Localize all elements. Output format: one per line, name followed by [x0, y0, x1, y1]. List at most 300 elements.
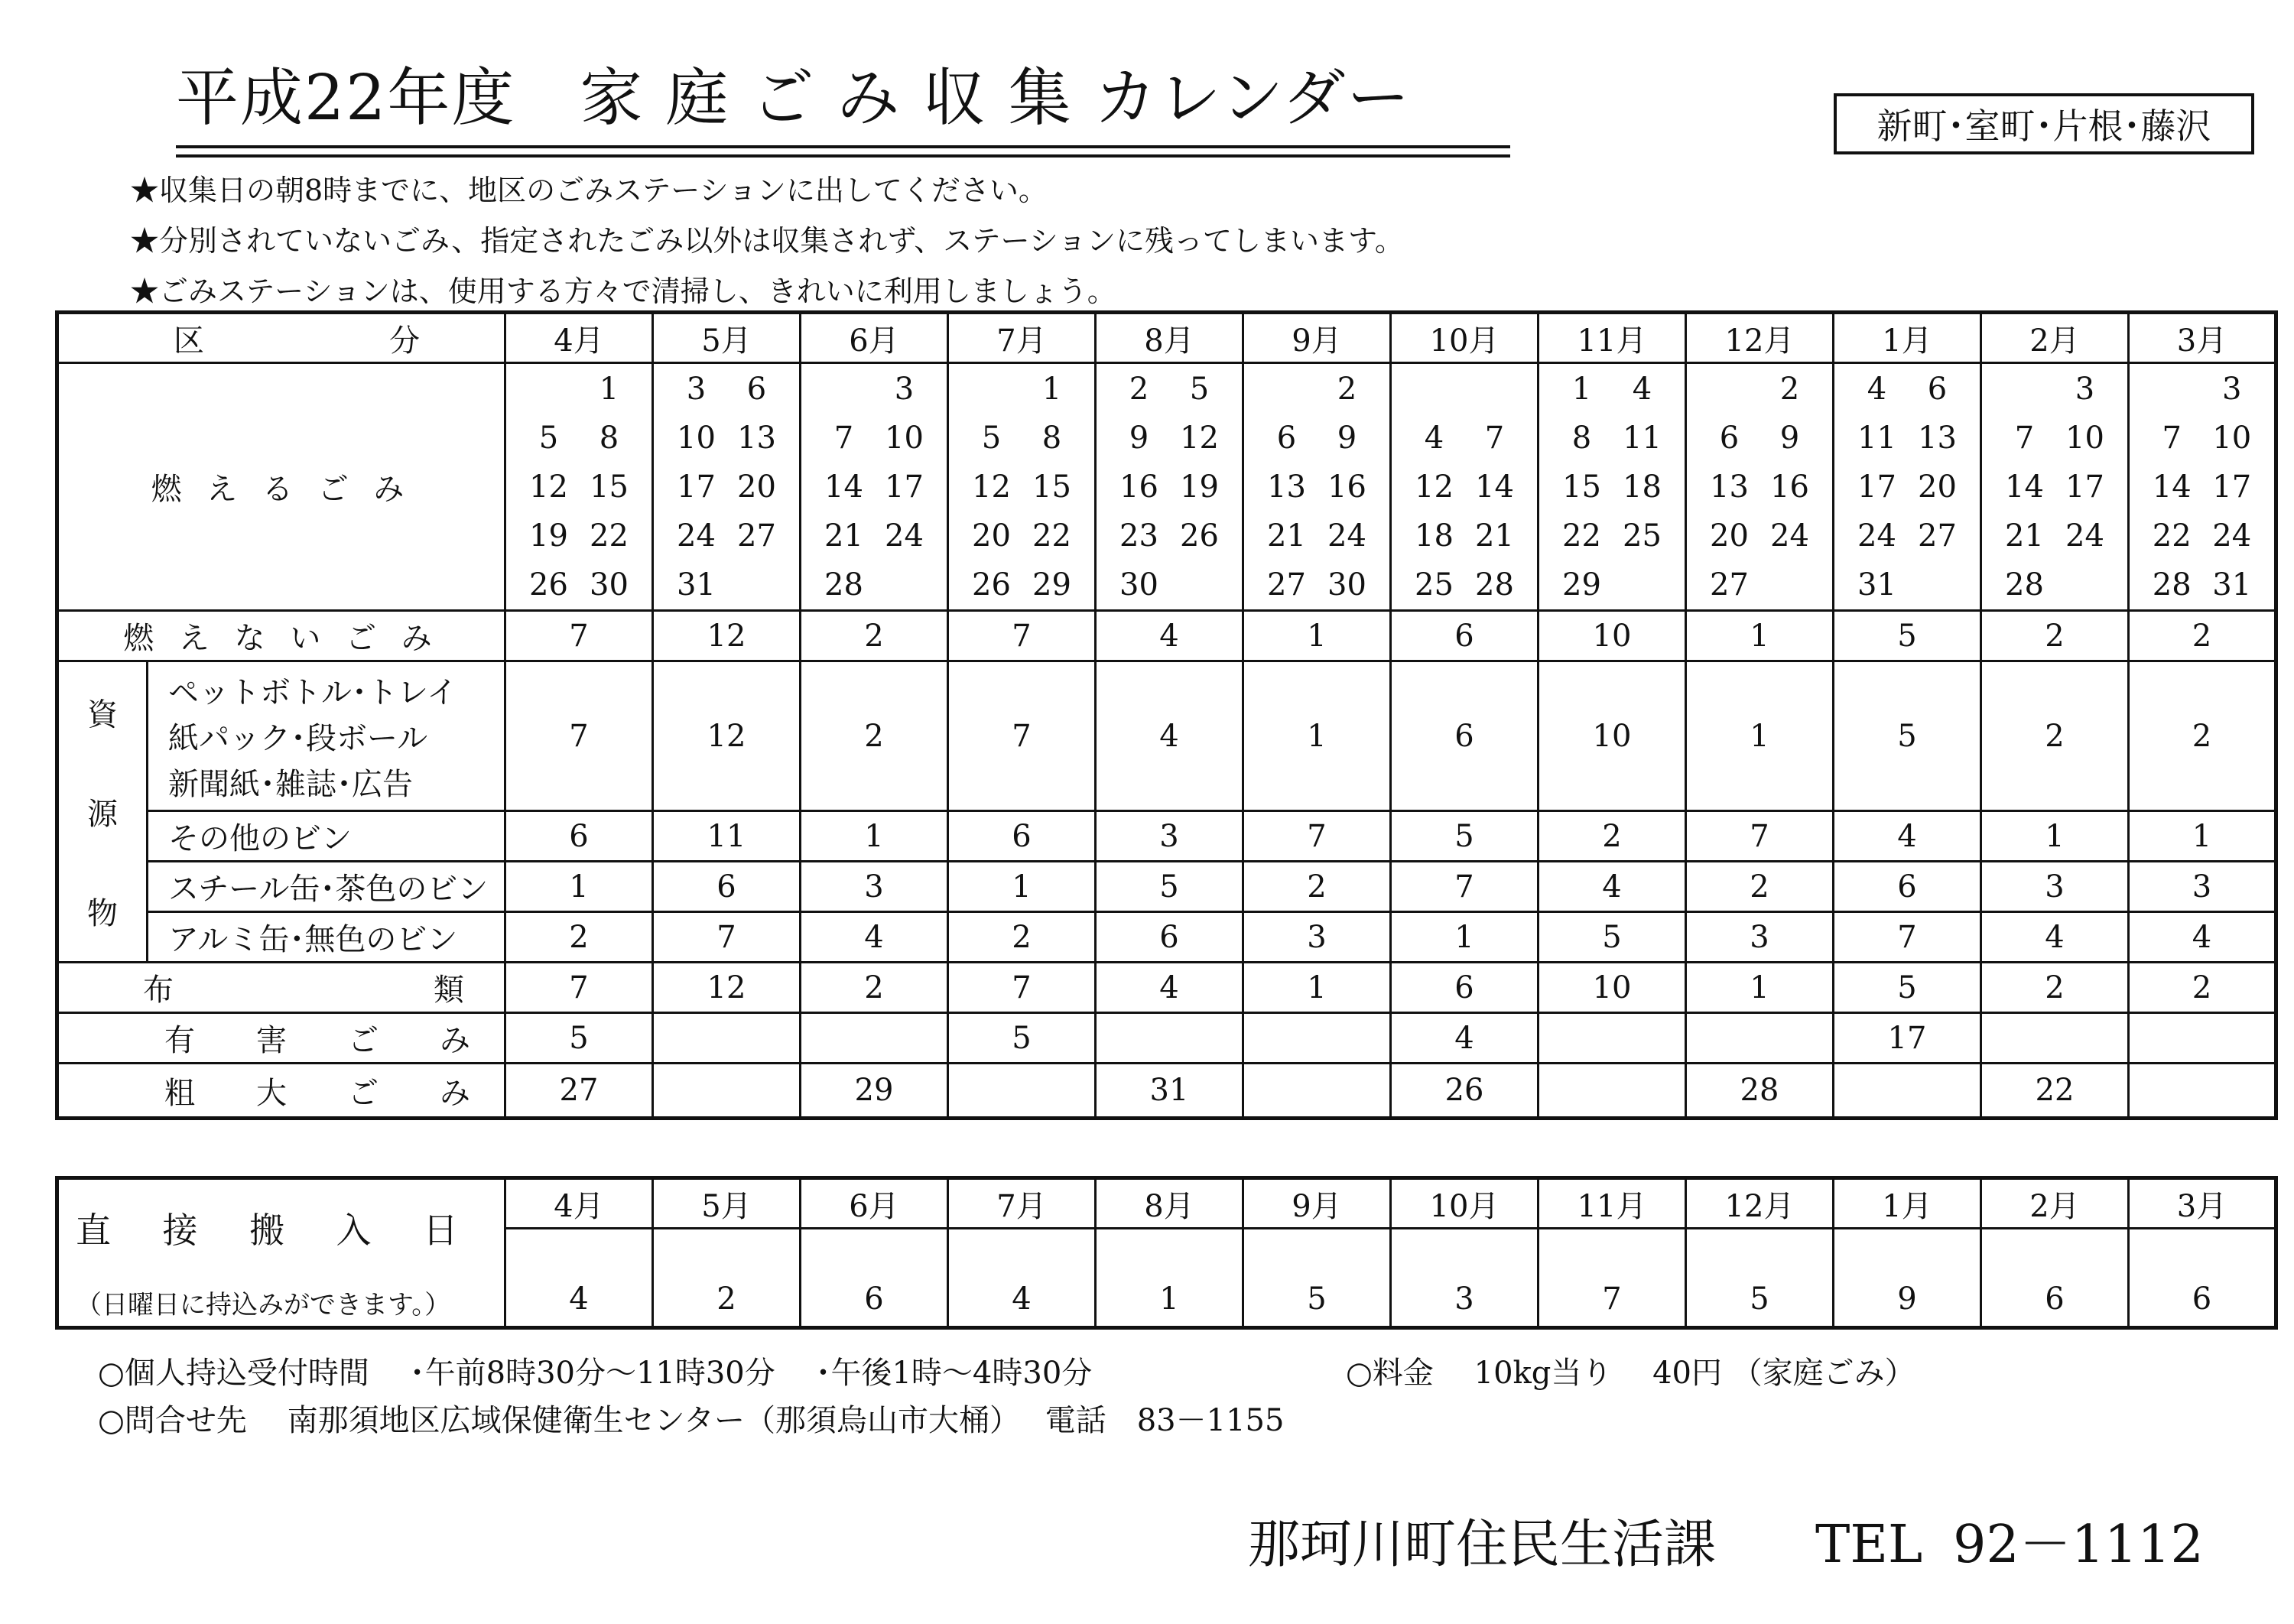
aluminum-day: 6	[1096, 912, 1243, 963]
aluminum-day: 3	[1686, 912, 1834, 963]
burnable-day: 4	[1632, 371, 1652, 407]
burnable-days	[1097, 365, 1242, 609]
burnable-day: 5	[1189, 371, 1210, 407]
burnable-day: 14	[2005, 469, 2044, 505]
burnable-day-line	[1404, 512, 1525, 560]
burnable-day: 30	[1327, 567, 1366, 603]
cloth-label: 布 類	[57, 963, 505, 1013]
steel-label: スチール缶･茶色のビン	[148, 862, 505, 912]
burnable-day-line	[1404, 560, 1525, 609]
burnable-day: 5	[538, 420, 559, 456]
burnable-day: 15	[1032, 469, 1071, 505]
area-label: 新町･室町･片根･藤沢	[1834, 93, 2254, 154]
direct-delivery-day: 6	[801, 1229, 948, 1328]
burnable-day: 13	[1710, 469, 1749, 505]
burnable-day-line	[1256, 365, 1377, 414]
title-underline-double	[176, 154, 1510, 158]
month-header: 3月	[2129, 313, 2276, 363]
tel-label: TEL	[1815, 1515, 1923, 1575]
bulky-day: 27	[505, 1064, 653, 1119]
month-header: 4月	[505, 313, 653, 363]
burnable-day-line	[1699, 512, 1820, 560]
burnable-day: 18	[1623, 469, 1662, 505]
burnable-day: 22	[590, 518, 629, 554]
hazardous-day	[1096, 1013, 1243, 1064]
burnable-day: 16	[1119, 469, 1158, 505]
burnable-day: 2	[1779, 371, 1800, 407]
burnable-day: 22	[2152, 518, 2192, 554]
burnable-day-line	[1699, 463, 1820, 512]
burnable-days	[506, 365, 651, 609]
burnable-days	[949, 365, 1094, 609]
burnable-day-line	[2142, 414, 2262, 463]
burnable-day: 2	[1129, 371, 1149, 407]
burnable-day: 20	[1710, 518, 1749, 554]
non-burnable-row	[57, 611, 2276, 661]
note-line: ★ごみステーションは、使用する方々で清掃し、きれいに利用しましょう。	[130, 274, 1116, 308]
burnable-days-cell	[1686, 363, 1834, 611]
direct-month-header: 12月	[1686, 1178, 1834, 1229]
burnable-days	[1392, 365, 1537, 609]
burnable-day: 7	[833, 420, 854, 456]
burnable-day: 27	[1267, 567, 1306, 603]
burnable-day: 24	[885, 518, 924, 554]
cloth-day: 6	[1391, 963, 1539, 1013]
burnable-day-line	[1847, 560, 1967, 609]
burnable-day: 28	[2152, 567, 2192, 603]
aluminum-label: アルミ缶･無色のビン	[148, 912, 505, 963]
burnable-day: 3	[2075, 371, 2095, 407]
burnable-day: 15	[590, 469, 629, 505]
burnable-day: 16	[1770, 469, 1809, 505]
steel-day: 3	[2129, 862, 2276, 912]
direct-delivery-table	[55, 1176, 2278, 1330]
burnable-day-line	[518, 414, 639, 463]
non-burnable-day: 6	[1391, 611, 1539, 661]
burnable-day: 12	[972, 469, 1011, 505]
cloth-day: 2	[1981, 963, 2129, 1013]
title-underline	[176, 145, 1510, 148]
burnable-day: 29	[1032, 567, 1071, 603]
aluminum-day: 7	[1834, 912, 1981, 963]
burnable-day: 1	[1571, 371, 1592, 407]
paper-day: 2	[801, 661, 948, 811]
steel-day: 2	[1686, 862, 1834, 912]
burnable-day-line	[1699, 560, 1820, 609]
bulky-day: 28	[1686, 1064, 1834, 1119]
other-bottles-day: 1	[801, 811, 948, 862]
burnable-day-line	[666, 512, 787, 560]
burnable-day: 12	[1180, 420, 1219, 456]
other-bottles-day: 6	[948, 811, 1096, 862]
burnable-days	[1687, 365, 1832, 609]
burnable-days-cell	[1981, 363, 2129, 611]
hazardous-day: 4	[1391, 1013, 1539, 1064]
direct-delivery-title: 直 接 搬 入 日	[76, 1210, 458, 1251]
burnable-day-line	[1994, 414, 2115, 463]
direct-month-header: 9月	[1243, 1178, 1391, 1229]
non-burnable-label: 燃 え な い ご み	[57, 611, 505, 661]
burnable-day: 14	[824, 469, 863, 505]
paper-day: 10	[1539, 661, 1686, 811]
other-bottles-day: 5	[1391, 811, 1539, 862]
hazardous-day: 5	[505, 1013, 653, 1064]
month-header: 7月	[948, 313, 1096, 363]
cloth-day: 1	[1686, 963, 1834, 1013]
page-title: 平成22年度 家 庭 ご み 収 集 カレンダー	[176, 62, 1412, 135]
burnable-day-line	[961, 463, 1082, 512]
other-bottles-day: 4	[1834, 811, 1981, 862]
burnable-day: 23	[1119, 518, 1158, 554]
hazardous-row	[57, 1013, 2276, 1064]
category-header: 区 分	[57, 313, 505, 363]
paper-day: 1	[1686, 661, 1834, 811]
paper-day: 4	[1096, 661, 1243, 811]
other-bottles-day: 6	[505, 811, 653, 862]
burnable-day-line	[1256, 463, 1377, 512]
burnable-day: 28	[2005, 567, 2044, 603]
burnable-days	[1244, 365, 1389, 609]
hazardous-day	[1686, 1013, 1834, 1064]
burnable-day: 22	[1032, 518, 1071, 554]
burnable-day: 6	[1276, 420, 1297, 456]
direct-month-header: 1月	[1834, 1178, 1981, 1229]
steel-day: 5	[1096, 862, 1243, 912]
direct-delivery-note: （日曜日に持込みができます。）	[76, 1290, 451, 1320]
other-bottles-day: 7	[1243, 811, 1391, 862]
bulky-day	[653, 1064, 801, 1119]
burnable-day: 13	[737, 420, 776, 456]
other-bottles-day: 1	[1981, 811, 2129, 862]
other-bottles-label: その他のビン	[148, 811, 505, 862]
steel-day: 7	[1391, 862, 1539, 912]
burnable-day: 21	[824, 518, 863, 554]
non-burnable-day: 2	[2129, 611, 2276, 661]
direct-month-row	[57, 1178, 2276, 1229]
direct-delivery-day: 7	[1539, 1229, 1686, 1328]
bulky-day: 22	[1981, 1064, 2129, 1119]
burnable-day-line	[1404, 365, 1525, 414]
burnable-day-line	[1699, 365, 1820, 414]
burnable-day: 17	[677, 469, 716, 505]
burnable-day-line	[961, 414, 1082, 463]
direct-month-header: 4月	[505, 1178, 653, 1229]
steel-day: 4	[1539, 862, 1686, 912]
note-line: ★収集日の朝8時までに、地区のごみステーションに出してください。	[130, 174, 1048, 207]
month-header: 10月	[1391, 313, 1539, 363]
burnable-day-line	[666, 560, 787, 609]
burnable-days-cell	[1096, 363, 1243, 611]
burnable-day: 21	[1475, 518, 1514, 554]
paper-day: 6	[1391, 661, 1539, 811]
month-header-row	[57, 313, 2276, 363]
burnable-day-line	[1699, 414, 1820, 463]
direct-month-header: 10月	[1391, 1178, 1539, 1229]
burnable-day: 25	[1415, 567, 1454, 603]
hazardous-day	[2129, 1013, 2276, 1064]
direct-delivery-day: 4	[948, 1229, 1096, 1328]
burnable-days	[2130, 365, 2274, 609]
burnable-day-line	[1994, 560, 2115, 609]
bulky-label: 粗 大 ご み	[57, 1064, 505, 1119]
burnable-row	[57, 363, 2276, 611]
hazardous-day	[801, 1013, 948, 1064]
burnable-days-cell	[1243, 363, 1391, 611]
resource-steel-row	[57, 862, 2276, 912]
burnable-day: 3	[686, 371, 707, 407]
steel-day: 1	[948, 862, 1096, 912]
month-header: 1月	[1834, 313, 1981, 363]
burnable-days	[1539, 365, 1685, 609]
tel-number: 92－1112	[1953, 1515, 2204, 1575]
month-header: 9月	[1243, 313, 1391, 363]
bulky-day	[2129, 1064, 2276, 1119]
burnable-label: 燃 え る ご み	[57, 363, 505, 611]
cloth-day: 2	[801, 963, 948, 1013]
burnable-day-line	[666, 414, 787, 463]
burnable-day: 20	[972, 518, 1011, 554]
burnable-day: 2	[1337, 371, 1357, 407]
burnable-day-line	[1994, 512, 2115, 560]
month-header: 2月	[1981, 313, 2129, 363]
burnable-day: 10	[677, 420, 716, 456]
steel-day: 2	[1243, 862, 1391, 912]
direct-delivery-day: 4	[505, 1229, 653, 1328]
non-burnable-day: 7	[948, 611, 1096, 661]
direct-month-header: 11月	[1539, 1178, 1686, 1229]
cloth-day: 7	[948, 963, 1096, 1013]
burnable-days-cell	[653, 363, 801, 611]
other-bottles-day: 2	[1539, 811, 1686, 862]
burnable-day-line	[961, 365, 1082, 414]
burnable-day-line	[1404, 414, 1525, 463]
resource-paper-row	[57, 661, 2276, 811]
burnable-day: 10	[2212, 420, 2252, 456]
burnable-day: 24	[1770, 518, 1809, 554]
hazardous-day	[653, 1013, 801, 1064]
burnable-day: 24	[677, 518, 716, 554]
burnable-day: 1	[1041, 371, 1062, 407]
burnable-day: 8	[1041, 420, 1062, 456]
burnable-day: 9	[1337, 420, 1357, 456]
burnable-day: 8	[1571, 420, 1592, 456]
burnable-day-line	[1256, 512, 1377, 560]
non-burnable-day: 2	[801, 611, 948, 661]
burnable-day-line	[1552, 463, 1672, 512]
burnable-day: 24	[2065, 518, 2104, 554]
burnable-day-line	[1256, 560, 1377, 609]
resources-group-label: 資 源 物	[57, 661, 148, 963]
burnable-day: 25	[1623, 518, 1662, 554]
burnable-day: 13	[1918, 420, 1957, 456]
burnable-day-line	[1109, 463, 1230, 512]
direct-delivery-day: 3	[1391, 1229, 1539, 1328]
direct-month-header: 6月	[801, 1178, 948, 1229]
burnable-day: 20	[1918, 469, 1957, 505]
burnable-day: 14	[2152, 469, 2192, 505]
office-name: 那珂川町住民生活課	[1248, 1515, 1717, 1575]
burnable-day: 12	[1415, 469, 1454, 505]
burnable-day: 31	[677, 567, 716, 603]
aluminum-day: 2	[948, 912, 1096, 963]
burnable-day: 9	[1129, 420, 1149, 456]
burnable-day: 10	[885, 420, 924, 456]
burnable-day-line	[2142, 463, 2262, 512]
burnable-days	[1834, 365, 1980, 609]
note-line: ★分別されていないごみ、指定されたごみ以外は収集されず、ステーションに残ってしまいます。	[130, 224, 1404, 258]
burnable-day: 20	[737, 469, 776, 505]
burnable-day: 19	[529, 518, 568, 554]
bulky-row	[57, 1064, 2276, 1119]
burnable-day: 6	[746, 371, 767, 407]
burnable-day: 26	[529, 567, 568, 603]
burnable-days-cell	[801, 363, 948, 611]
burnable-day-line	[1109, 414, 1230, 463]
burnable-days-cell	[948, 363, 1096, 611]
aluminum-day: 1	[1391, 912, 1539, 963]
cloth-day: 4	[1096, 963, 1243, 1013]
non-burnable-day: 4	[1096, 611, 1243, 661]
paper-day: 1	[1243, 661, 1391, 811]
non-burnable-day: 1	[1686, 611, 1834, 661]
burnable-day-line	[666, 463, 787, 512]
bulky-day: 26	[1391, 1064, 1539, 1119]
direct-month-header: 3月	[2129, 1178, 2276, 1229]
paper-day: 7	[948, 661, 1096, 811]
non-burnable-day: 7	[505, 611, 653, 661]
resource-aluminum-row	[57, 912, 2276, 963]
non-burnable-day: 1	[1243, 611, 1391, 661]
aluminum-day: 2	[505, 912, 653, 963]
burnable-day: 27	[1918, 518, 1957, 554]
burnable-day: 19	[1180, 469, 1219, 505]
resource-paper-label: ペットボトル･トレイ 紙パック･段ボール 新聞紙･雑誌･広告	[148, 661, 505, 811]
direct-delivery-day: 1	[1096, 1229, 1243, 1328]
direct-delivery-day: 6	[2129, 1229, 2276, 1328]
aluminum-day: 4	[2129, 912, 2276, 963]
burnable-day: 10	[2065, 420, 2104, 456]
steel-day: 1	[505, 862, 653, 912]
burnable-day: 17	[885, 469, 924, 505]
burnable-day-line	[2142, 560, 2262, 609]
burnable-day: 15	[1562, 469, 1601, 505]
burnable-day-line	[1847, 365, 1967, 414]
burnable-day: 18	[1415, 518, 1454, 554]
burnable-days-cell	[2129, 363, 2276, 611]
burnable-day: 27	[737, 518, 776, 554]
burnable-day: 21	[2005, 518, 2044, 554]
steel-day: 3	[1981, 862, 2129, 912]
burnable-day: 3	[2222, 371, 2242, 407]
direct-delivery-day: 2	[653, 1229, 801, 1328]
burnable-day-line	[961, 512, 1082, 560]
burnable-day: 5	[981, 420, 1002, 456]
burnable-day-line	[2142, 365, 2262, 414]
burnable-day: 26	[972, 567, 1011, 603]
burnable-day: 26	[1180, 518, 1219, 554]
burnable-day: 11	[1857, 420, 1896, 456]
non-burnable-day: 10	[1539, 611, 1686, 661]
month-header: 12月	[1686, 313, 1834, 363]
paper-day: 2	[2129, 661, 2276, 811]
burnable-day-line	[2142, 512, 2262, 560]
burnable-days-cell	[1539, 363, 1686, 611]
burnable-day: 4	[1424, 420, 1444, 456]
aluminum-day: 7	[653, 912, 801, 963]
burnable-day: 17	[2212, 469, 2252, 505]
burnable-day-line	[814, 414, 934, 463]
footer-contact: ○問合せ先 南那須地区広域保健衛生センター（那須烏山市大桶） 電話 83－1155	[98, 1403, 1285, 1438]
non-burnable-day: 12	[653, 611, 801, 661]
hazardous-day	[1981, 1013, 2129, 1064]
hazardous-day: 17	[1834, 1013, 1981, 1064]
burnable-day-line	[814, 512, 934, 560]
paper-day: 2	[1981, 661, 2129, 811]
direct-delivery-day: 6	[1981, 1229, 2129, 1328]
burnable-day: 24	[1857, 518, 1896, 554]
cloth-day: 7	[505, 963, 653, 1013]
burnable-day-line	[961, 560, 1082, 609]
burnable-day: 4	[1867, 371, 1887, 407]
burnable-day-line	[1404, 463, 1525, 512]
burnable-day-line	[518, 463, 639, 512]
burnable-days	[654, 365, 799, 609]
burnable-day: 8	[599, 420, 619, 456]
direct-delivery-day: 5	[1686, 1229, 1834, 1328]
other-bottles-day: 11	[653, 811, 801, 862]
burnable-day: 6	[1927, 371, 1948, 407]
burnable-day-line	[1552, 512, 1672, 560]
burnable-day: 9	[1779, 420, 1800, 456]
burnable-day-line	[814, 560, 934, 609]
notes	[130, 165, 1404, 317]
burnable-day-line	[814, 463, 934, 512]
burnable-day-line	[1109, 365, 1230, 414]
paper-day: 5	[1834, 661, 1981, 811]
steel-day: 6	[1834, 862, 1981, 912]
hazardous-day	[1539, 1013, 1686, 1064]
month-header: 8月	[1096, 313, 1243, 363]
burnable-day-line	[1109, 560, 1230, 609]
burnable-day-line	[1552, 414, 1672, 463]
other-bottles-day: 7	[1686, 811, 1834, 862]
burnable-day: 27	[1710, 567, 1749, 603]
burnable-day: 1	[599, 371, 619, 407]
burnable-day-line	[518, 560, 639, 609]
direct-delivery-day: 5	[1243, 1229, 1391, 1328]
burnable-day: 21	[1267, 518, 1306, 554]
bulky-day: 29	[801, 1064, 948, 1119]
burnable-day: 7	[2014, 420, 2035, 456]
bulky-day	[1243, 1064, 1391, 1119]
burnable-day-line	[1847, 463, 1967, 512]
direct-month-header: 7月	[948, 1178, 1096, 1229]
non-burnable-day: 2	[1981, 611, 2129, 661]
cloth-day: 1	[1243, 963, 1391, 1013]
burnable-day-line	[1994, 365, 2115, 414]
month-header: 11月	[1539, 313, 1686, 363]
burnable-day-line	[1256, 414, 1377, 463]
month-header: 6月	[801, 313, 948, 363]
bulky-day	[948, 1064, 1096, 1119]
burnable-days	[1982, 365, 2127, 609]
burnable-day: 28	[824, 567, 863, 603]
aluminum-day: 4	[801, 912, 948, 963]
burnable-days-cell	[1391, 363, 1539, 611]
burnable-day: 24	[1327, 518, 1366, 554]
paper-day: 7	[505, 661, 653, 811]
month-header: 5月	[653, 313, 801, 363]
